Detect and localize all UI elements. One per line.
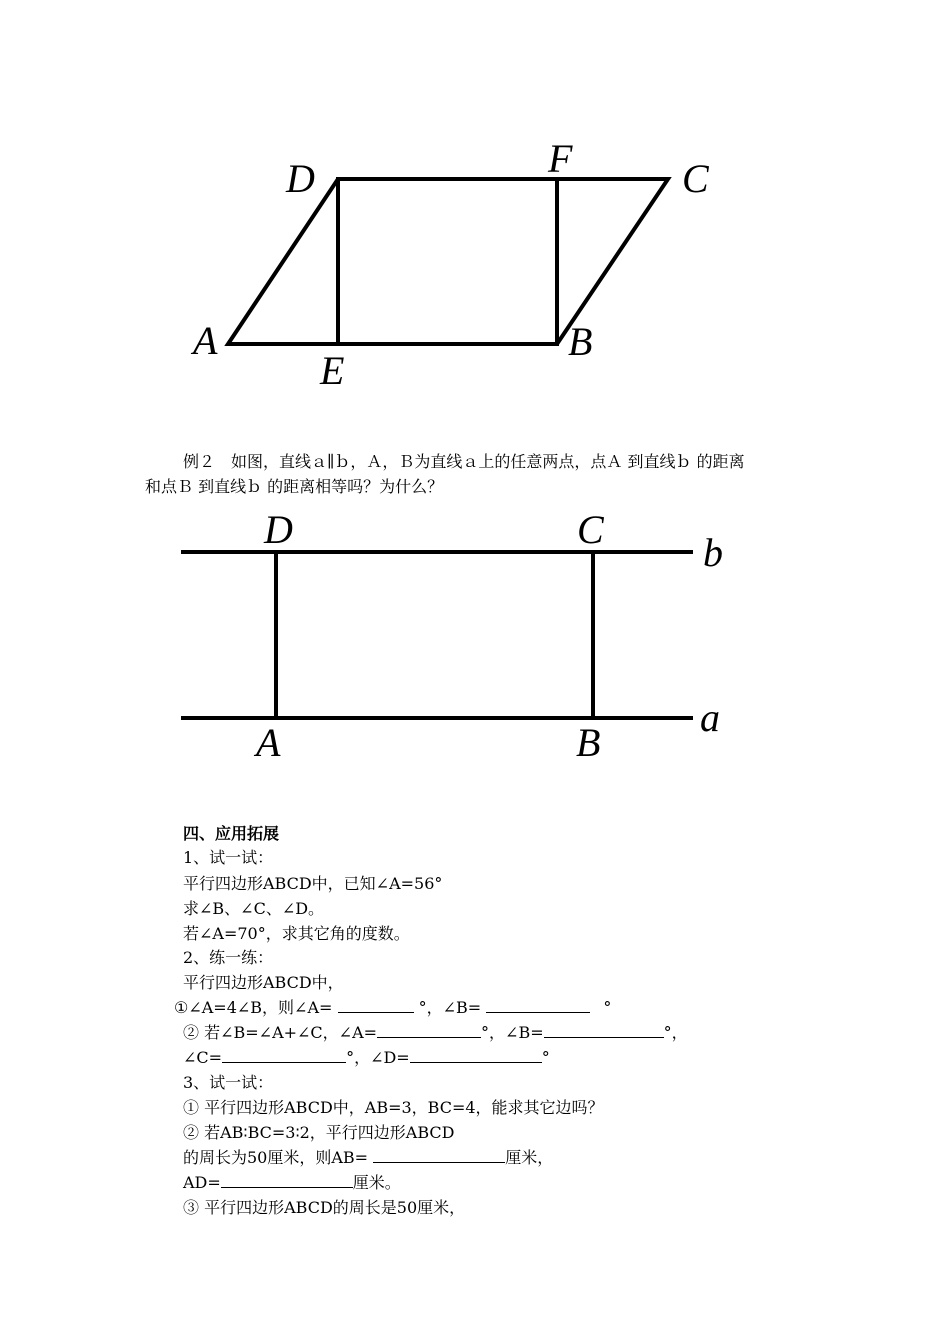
q2-item2 [183, 1021, 688, 1045]
q1-line1: 平行四边形ABCD中，已知∠A=56° [183, 874, 443, 893]
label-line-b: b [703, 530, 723, 575]
q2-item1 [174, 996, 611, 1020]
q2-title: 2、练一练： [183, 948, 274, 967]
q1-line2: 求∠B、∠C、∠D。 [183, 899, 325, 918]
label-b: B [568, 319, 593, 364]
q3-title: 3、试一试： [183, 1073, 274, 1092]
answer-blank-angle-b-2[interactable] [544, 1021, 664, 1038]
answer-blank-angle-d[interactable] [410, 1046, 542, 1063]
q2-item2-text-c: °， [663, 1023, 688, 1042]
q3-line2: ② 若AB∶BC=3∶2，平行四边形ABCD [183, 1123, 455, 1142]
label-b2: B [576, 720, 601, 765]
parallelogram-abcd [228, 179, 668, 344]
answer-blank-angle-a-2[interactable] [377, 1021, 481, 1038]
q3-line1: ① 平行四边形ABCD中，AB=3，BC=4，能求其它边吗？ [183, 1098, 604, 1117]
q2-item1-text-b: °，∠B= [418, 998, 482, 1017]
answer-blank-ab[interactable] [373, 1146, 505, 1163]
q3-line4-text-b: 厘米。 [352, 1173, 401, 1192]
q2-item1-text-c: ° [603, 998, 612, 1017]
example2-line2: 和点Ｂ 到直线ｂ 的距离相等吗？为什么？ [145, 477, 444, 496]
answer-blank-angle-b[interactable] [486, 996, 590, 1013]
q2-item2-cont [183, 1046, 550, 1070]
label-d2: D [264, 507, 293, 552]
q2-item2-text-e: °，∠D= [346, 1048, 410, 1067]
parallelogram-figure [0, 0, 950, 400]
q2-item2-text-d: ∠C= [183, 1048, 223, 1067]
q2-item2-text-f: ° [541, 1048, 550, 1067]
label-e: E [320, 348, 345, 393]
q3-line4-text-a: AD= [183, 1173, 221, 1192]
label-a: A [193, 318, 218, 363]
section4-heading: 四、应用拓展 [183, 824, 280, 843]
q2-item2-text-b: °，∠B= [481, 1023, 544, 1042]
answer-blank-angle-c[interactable] [222, 1046, 346, 1063]
q3-line3 [183, 1146, 553, 1170]
example2-line1: 例２ 如图，直线ａ∥ｂ，Ａ，Ｂ为直线ａ上的任意两点，点Ａ 到直线ｂ 的距离 [183, 452, 745, 471]
q3-line5: ③ 平行四边形ABCD的周长是50厘米， [183, 1198, 466, 1217]
label-f: F [548, 136, 573, 181]
label-a2: A [256, 720, 281, 765]
label-line-a: a [700, 695, 720, 740]
answer-blank-ad[interactable] [221, 1171, 353, 1188]
q1-title: 1、试一试： [183, 848, 274, 867]
q2-item1-text-a: ①∠A=4∠B，则∠A= [174, 998, 333, 1017]
q2-item2-text-a: ② 若∠B=∠A+∠C，∠A= [183, 1023, 378, 1042]
q3-line4 [183, 1171, 401, 1195]
label-c2: C [577, 507, 604, 552]
q1-line3: 若∠A=70°，求其它角的度数。 [183, 924, 410, 943]
answer-blank-angle-a[interactable] [338, 996, 414, 1013]
q2-line1: 平行四边形ABCD中， [183, 973, 344, 992]
q3-line3-text-b: 厘米， [505, 1148, 554, 1167]
label-d: D [286, 156, 315, 201]
parallel-lines-figure [0, 500, 950, 770]
label-c: C [682, 156, 709, 201]
q3-line3-text-a: 的周长为50厘米，则AB= [183, 1148, 369, 1167]
